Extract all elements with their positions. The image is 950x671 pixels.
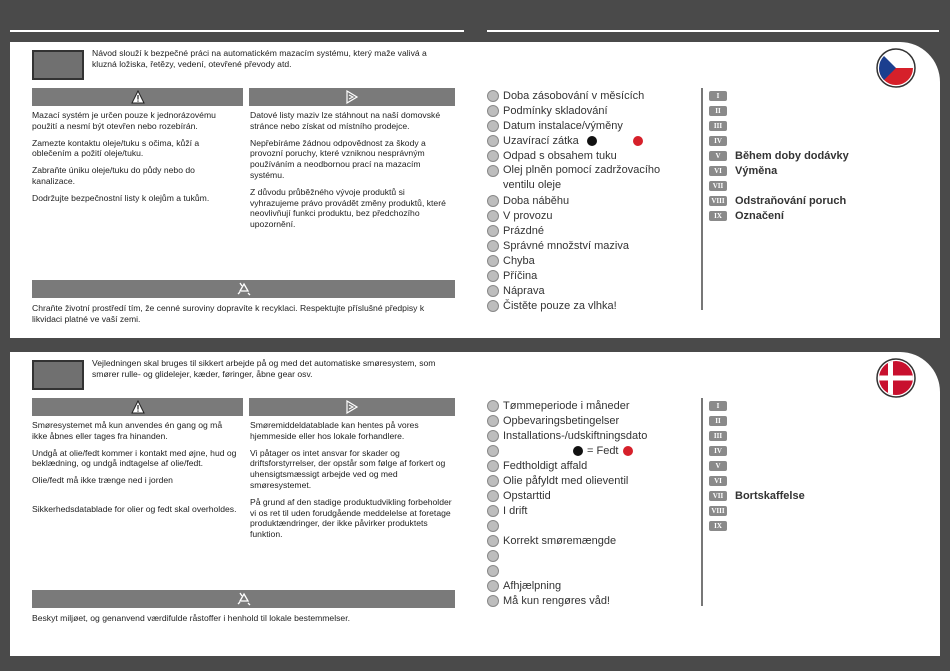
warning-triangle-icon (131, 400, 145, 414)
info-header-bar (249, 88, 455, 106)
roman-item (709, 428, 929, 443)
recycle-header-bar (32, 590, 455, 608)
roman-item: IX Označení (709, 208, 929, 223)
grey-circle-icon (487, 120, 499, 132)
roman-badge: VIII (709, 506, 727, 516)
symbol-legend-list (487, 88, 707, 313)
legend-item: Doba náběhu (487, 193, 707, 208)
grey-marker-box (32, 50, 84, 80)
info-paragraph: På grund af den stadige produktudvikling forbeholder vi os ret til uden forudgående meddelelse at foretage produktændringer, der ikke påvirker produktets funktion. (250, 496, 452, 540)
warning-header-bar (32, 398, 243, 416)
warning-paragraph: Undgå at olie/fedt kommer i kontakt med øjne, hud og beklædning, og undgå indtagelse af olie/fedt. (32, 447, 237, 469)
grey-marker-box (32, 360, 84, 390)
warning-paragraph: Zabraňte úniku oleje/tuku do půdy nebo do kanalizace. (32, 165, 195, 186)
roman-item (709, 88, 929, 103)
legend-item: Fedtholdigt affald (487, 458, 707, 473)
recycle-icon (237, 592, 251, 606)
grey-circle-icon (487, 580, 499, 592)
grey-circle-icon (487, 210, 499, 222)
grey-circle-icon (487, 595, 499, 607)
grey-circle-icon (487, 255, 499, 267)
roman-badge: II (709, 416, 727, 426)
roman-badge: III (709, 431, 727, 441)
symbol-legend-list (487, 398, 707, 608)
danish-flag-icon (876, 358, 916, 398)
grey-circle-icon (487, 490, 499, 502)
czech-flag-icon (876, 48, 916, 88)
legend-item: Odpad s obsahem tuku (487, 148, 707, 163)
roman-item (709, 458, 929, 473)
grey-circle-icon (487, 445, 499, 457)
divider-line (701, 398, 703, 606)
legend-item: Správné množství maziva (487, 238, 707, 253)
intro-text: Návod slouží k bezpečné práci na automatickém mazacím systému, který maže valivá a kluzná ložiska, řetězy, vedení, otevřené převody atd. (92, 48, 427, 69)
roman-badge: IV (709, 446, 727, 456)
info-arrow-icon (345, 400, 359, 414)
roman-item (709, 118, 929, 133)
info-paragraph: Datové listy maziv lze stáhnout na naší domovské stránce nebo získat od místního prodejce. (250, 110, 441, 131)
info-column (250, 420, 455, 546)
recycle-text: Chraňte životní prostředí tím, že cenné suroviny dopravíte k recyklaci. Respektujte příslušné předpisy k likvidaci platné ve vaší zemi. (32, 303, 425, 324)
roman-badge: V (709, 151, 727, 161)
roman-badge: VI (709, 476, 727, 486)
info-paragraph: Vi påtager os intet ansvar for skader og driftsforstyrrelser, der opstår som følge af forkert og uhensigtsmæssigt arbejde ved og med smøresystemet. (250, 447, 446, 490)
grey-circle-icon (487, 460, 499, 472)
warning-paragraph: Dodržujte bezpečnostní listy k olejům a tukům. (32, 192, 210, 203)
grey-circle-icon (487, 300, 499, 312)
legend-item: Náprava (487, 283, 707, 298)
czech-section (10, 42, 940, 338)
grey-circle-icon (487, 150, 499, 162)
intro-text: Vejledningen skal bruges til sikkert arbejde på og med det automatiske smøresystem, som smører rulle- og glidelejer, kæder, føringer, åbne gear osv. (92, 358, 436, 379)
divider-line (701, 88, 703, 310)
legend-item: Afhjælpning (487, 578, 707, 593)
black-dot-icon (573, 446, 583, 456)
recycle-header-bar (32, 280, 455, 298)
recycle-text: Beskyt miljøet, og genanvend værdifulde råstoffer i henhold til lokale bestemmelser. (32, 613, 350, 623)
roman-badge: VII (709, 491, 727, 501)
legend-item: V provozu (487, 208, 707, 223)
legend-item: Prázdné (487, 223, 707, 238)
grey-circle-icon (487, 195, 499, 207)
grey-circle-icon (487, 135, 499, 147)
top-rule-left (10, 30, 464, 32)
roman-badge: II (709, 106, 727, 116)
roman-item (709, 398, 929, 413)
roman-badge: I (709, 401, 727, 411)
roman-badge: VI (709, 166, 727, 176)
warning-triangle-icon (131, 90, 145, 104)
grey-circle-icon (487, 535, 499, 547)
legend-item (487, 563, 707, 578)
warning-paragraph: Mazací systém je určen pouze k jednorázovému použití a nesmí být otevřen nebo rozebírán. (32, 110, 216, 131)
legend-item: Chyba (487, 253, 707, 268)
recycle-icon (237, 282, 251, 296)
roman-badge: IX (709, 521, 727, 531)
roman-item: VIII Odstraňování poruch (709, 193, 929, 208)
legend-item (487, 548, 707, 563)
legend-item (487, 518, 707, 533)
legend-item: Installations-/udskiftningsdato (487, 428, 707, 443)
legend-item: Olie påfyldt med olieventil (487, 473, 707, 488)
legend-item: Uzavírací zátka (487, 133, 707, 148)
info-header-bar (249, 398, 455, 416)
warning-paragraph: Zamezte kontaktu oleje/tuku s očima, kůží a oblečením a požití oleje/tuku. (32, 137, 200, 159)
legend-item: Korrekt smøremængde (487, 533, 707, 548)
legend-item: = Fedt (487, 443, 707, 458)
roman-badge: IV (709, 136, 727, 146)
roman-item (709, 133, 929, 148)
roman-item: VII Bortskaffelse (709, 488, 929, 503)
grey-circle-icon (487, 225, 499, 237)
roman-item (709, 518, 929, 533)
roman-item: V Během doby dodávky (709, 148, 929, 163)
info-paragraph: Nepřebíráme žádnou odpovědnost za škody a provozní poruchy, které vzniknou nesprávným používáním a neodbornou prací na mazacím systému. (250, 137, 426, 180)
grey-circle-icon (487, 165, 499, 177)
grey-circle-icon (487, 430, 499, 442)
roman-badge: VII (709, 181, 727, 191)
grey-circle-icon (487, 550, 499, 562)
legend-item: Opstarttid (487, 488, 707, 503)
top-rule-right (487, 30, 939, 32)
roman-item (709, 178, 929, 193)
grey-circle-icon (487, 400, 499, 412)
grey-circle-icon (487, 520, 499, 532)
roman-item (709, 443, 929, 458)
grey-circle-icon (487, 565, 499, 577)
info-paragraph: Smøremiddeldatablade kan hentes på vores hjemmeside eller hos lokale forhandlere. (250, 420, 419, 441)
legend-item: Olej plněn pomocí zadržovacího ventilu oleje (487, 163, 707, 193)
legend-item: Må kun rengøres våd! (487, 593, 707, 608)
grey-circle-icon (487, 505, 499, 517)
roman-badge: V (709, 461, 727, 471)
danish-section (10, 352, 940, 656)
roman-item (709, 413, 929, 428)
legend-item: Opbevaringsbetingelser (487, 413, 707, 428)
roman-item: VI Výměna (709, 163, 929, 178)
black-dot-icon (587, 136, 597, 146)
legend-item: Čistěte pouze za vlhka! (487, 298, 707, 313)
roman-numeral-list (709, 88, 929, 223)
grey-circle-icon (487, 285, 499, 297)
grey-circle-icon (487, 105, 499, 117)
warning-paragraph: Sikkerhedsdatablade for olier og fedt skal overholdes. (32, 503, 237, 514)
grey-circle-icon (487, 90, 499, 102)
warning-header-bar (32, 88, 243, 106)
red-dot-icon (623, 446, 633, 456)
grey-circle-icon (487, 475, 499, 487)
roman-numeral-list (709, 398, 929, 533)
grey-circle-icon (487, 240, 499, 252)
info-arrow-icon (345, 90, 359, 104)
roman-badge: III (709, 121, 727, 131)
legend-item: Příčina (487, 268, 707, 283)
legend-item: Podmínky skladování (487, 103, 707, 118)
info-column (250, 110, 455, 236)
roman-badge: IX (709, 211, 727, 221)
legend-item: Tømmeperiode i måneder (487, 398, 707, 413)
legend-item: Doba zásobování v měsících (487, 88, 707, 103)
roman-badge: I (709, 91, 727, 101)
grey-circle-icon (487, 415, 499, 427)
grey-circle-icon (487, 270, 499, 282)
info-paragraph: Z důvodu průběžného vývoje produktů si vyhrazujeme právo provádět změny produktů, které neovlivňují funkci produktu, bez předchozího upozornění. (250, 186, 446, 230)
warning-column (32, 420, 237, 521)
legend-item: I drift (487, 503, 707, 518)
roman-item (709, 473, 929, 488)
warning-paragraph: Olie/fedt må ikke trænge ned i jorden (32, 475, 173, 486)
legend-item: Datum instalace/výměny (487, 118, 707, 133)
roman-badge: VIII (709, 196, 727, 206)
red-dot-icon (633, 136, 643, 146)
warning-column (32, 110, 237, 210)
roman-item (709, 103, 929, 118)
roman-item (709, 503, 929, 518)
warning-paragraph: Smøresystemet må kun anvendes én gang og må ikke åbnes eller tages fra hinanden. (32, 420, 223, 441)
